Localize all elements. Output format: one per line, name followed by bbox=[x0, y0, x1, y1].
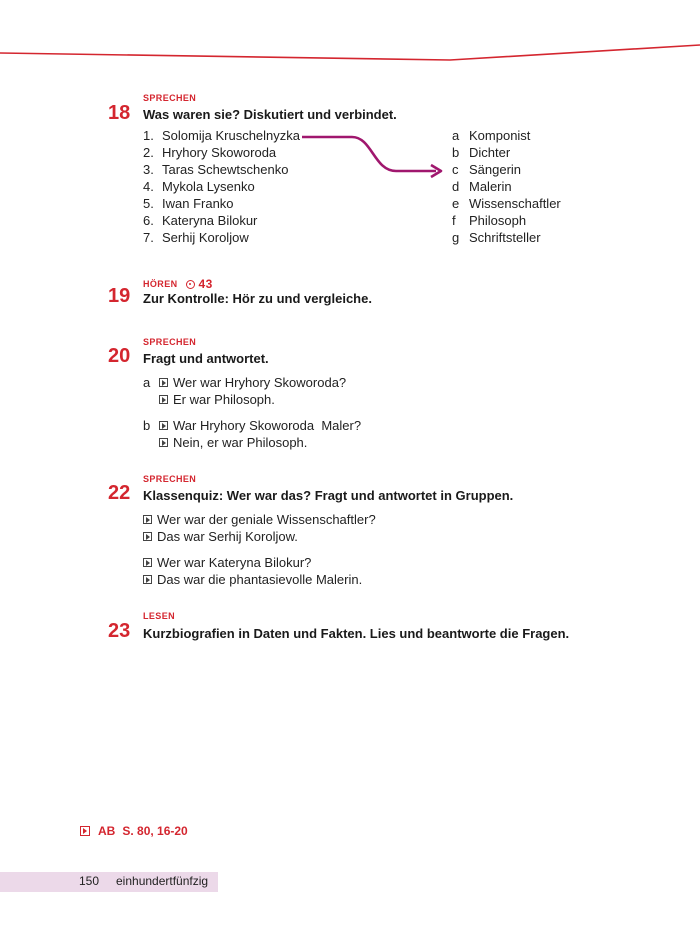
profession-name: Philosoph bbox=[469, 213, 527, 228]
speaker-marker-icon bbox=[159, 378, 168, 387]
dialog-letter: b bbox=[143, 418, 151, 433]
example-match-arrow bbox=[300, 128, 450, 183]
ex22-dialog-2 bbox=[143, 554, 362, 588]
ex23-number: 23 bbox=[108, 620, 131, 642]
ex19-title: Zur Kontrolle: Hör zu und vergleiche. bbox=[143, 291, 372, 306]
speaker-marker-icon bbox=[159, 438, 168, 447]
page-number-words: einhundertfünfzig bbox=[116, 874, 209, 888]
ex20-skill-label: SPRECHEN bbox=[143, 337, 197, 347]
dialog-question: War Hryhory Skoworoda Maler? bbox=[173, 418, 362, 433]
profession-name: Sängerin bbox=[469, 162, 522, 177]
list-item: 4. Mykola Lysenko bbox=[143, 179, 255, 194]
person-name: Serhij Koroljow bbox=[162, 230, 249, 245]
ex20-dialog-a bbox=[143, 374, 346, 408]
ex23-title: Kurzbiografien in Daten und Fakten. Lies und beantworte die Fragen. bbox=[143, 626, 570, 641]
dialog-answer: Das war Serhij Koroljow. bbox=[157, 529, 298, 544]
profession-name: Dichter bbox=[469, 145, 511, 160]
workbook-arrow-icon bbox=[80, 826, 90, 836]
list-item: f Philosoph bbox=[452, 213, 527, 228]
workbook-label: AB bbox=[98, 824, 116, 838]
list-item: 6. Kateryna Bilokur bbox=[143, 213, 258, 228]
ex18-people-list bbox=[143, 127, 300, 246]
ex18-skill-label: SPRECHEN bbox=[143, 93, 197, 103]
list-item: a Komponist bbox=[452, 128, 531, 143]
ex20-number: 20 bbox=[108, 345, 131, 367]
ex23-skill-label: LESEN bbox=[143, 611, 176, 621]
dialog-answer: Nein, er war Philosoph. bbox=[173, 435, 308, 450]
person-name: Kateryna Bilokur bbox=[162, 213, 258, 228]
speaker-marker-icon bbox=[143, 515, 152, 524]
workbook-pages: S. 80, 16-20 bbox=[122, 824, 188, 838]
ex20-title: Fragt und antwortet. bbox=[143, 351, 269, 366]
person-name: Iwan Franko bbox=[162, 196, 234, 211]
dialog-question: Wer war Hryhory Skoworoda? bbox=[173, 375, 347, 390]
list-item: c Sängerin bbox=[452, 162, 522, 177]
ex19-skill-label bbox=[143, 277, 213, 291]
profession-name: Schriftsteller bbox=[469, 230, 541, 245]
profession-name: Komponist bbox=[469, 128, 531, 143]
person-name: Mykola Lysenko bbox=[162, 179, 255, 194]
speaker-marker-icon bbox=[143, 558, 152, 567]
speaker-marker-icon bbox=[159, 395, 168, 404]
dialog-answer: Das war die phantasievolle Malerin. bbox=[157, 572, 363, 587]
list-item: g Schriftsteller bbox=[452, 230, 541, 245]
ex19-skill-text: HÖREN bbox=[143, 279, 178, 289]
top-decorative-line bbox=[0, 0, 700, 70]
ex18-number: 18 bbox=[108, 102, 131, 124]
list-item: b Dichter bbox=[452, 145, 511, 160]
speaker-marker-icon bbox=[143, 532, 152, 541]
dialog-question: Wer war Kateryna Bilokur? bbox=[157, 555, 312, 570]
list-item: 3. Taras Schewtschenko bbox=[143, 162, 289, 177]
speaker-marker-icon bbox=[159, 421, 168, 430]
ex18-professions-list bbox=[452, 127, 561, 246]
workbook-reference bbox=[80, 824, 188, 838]
profession-name: Malerin bbox=[469, 179, 512, 194]
dialog-question: Wer war der geniale Wissenschaftler? bbox=[157, 512, 376, 527]
list-item: 2. Hryhory Skoworoda bbox=[143, 145, 277, 160]
list-item: 5. Iwan Franko bbox=[143, 196, 234, 211]
list-item: d Malerin bbox=[452, 179, 512, 194]
person-name: Hryhory Skoworoda bbox=[162, 145, 277, 160]
ex18-title: Was waren sie? Diskutiert und verbindet. bbox=[143, 107, 397, 122]
person-name: Solomija Kruschelnyzka bbox=[162, 128, 301, 143]
ex22-skill-label: SPRECHEN bbox=[143, 474, 197, 484]
ex22-dialog-1 bbox=[143, 511, 376, 545]
dialog-answer: Er war Philosoph. bbox=[173, 392, 275, 407]
ex20-dialog-b bbox=[143, 417, 361, 451]
page-number: 150 bbox=[79, 874, 100, 888]
profession-name: Wissenschaftler bbox=[469, 196, 561, 211]
ex19-track-number: 43 bbox=[198, 277, 213, 291]
list-item: 1. Solomija Kruschelnyzka bbox=[143, 128, 301, 143]
ex19-number: 19 bbox=[108, 285, 131, 307]
speaker-marker-icon bbox=[143, 575, 152, 584]
list-item: e Wissenschaftler bbox=[452, 196, 561, 211]
ex22-number: 22 bbox=[108, 482, 131, 504]
person-name: Taras Schewtschenko bbox=[162, 162, 289, 177]
dialog-letter: a bbox=[143, 375, 151, 390]
list-item: 7. Serhij Koroljow bbox=[143, 230, 249, 245]
ex22-title: Klassenquiz: Wer war das? Fragt und antwortet in Gruppen. bbox=[143, 488, 514, 503]
audio-track-icon bbox=[186, 280, 195, 289]
